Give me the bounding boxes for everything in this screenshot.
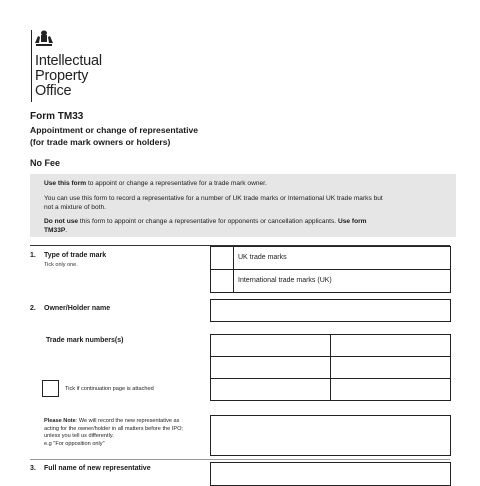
info-paragraph-2: You can use this form to record a representative for a number of UK trade marks or International UK trade marks but not a mixture of both. bbox=[44, 195, 383, 211]
trade-mark-number-field-4[interactable] bbox=[330, 356, 451, 379]
info-paragraph-3: Do not use this form to appoint or change a representative for opponents or cancellation applicants. Use form TM33P. bbox=[44, 218, 367, 234]
trade-mark-number-field-2[interactable] bbox=[330, 334, 451, 357]
trade-mark-numbers-label: Trade mark numbers(s) bbox=[46, 337, 124, 344]
logo-text-line-1: Intellectual bbox=[35, 53, 102, 69]
fee-label: No Fee bbox=[30, 158, 61, 168]
uk-trade-marks-label: UK trade marks bbox=[238, 254, 287, 261]
trade-mark-number-field-5[interactable] bbox=[210, 378, 331, 401]
info-paragraph-1: Use this form to appoint or change a representative for a trade mark owner. bbox=[44, 180, 267, 187]
royal-coat-of-arms-icon bbox=[33, 29, 55, 47]
logo-text-line-3: Office bbox=[35, 83, 72, 99]
q1-hint: Tick only one. bbox=[44, 262, 78, 268]
logo-text-line-2: Property bbox=[35, 68, 89, 84]
representative-note: Please Note: We will record the new representative as acting for the owner/holder in all matters before the IPO; unless you tell us differently. e.g "For opposition only" bbox=[44, 418, 183, 447]
new-representative-name-field[interactable] bbox=[210, 462, 451, 486]
q3-number: 3. bbox=[30, 465, 36, 472]
international-trade-marks-checkbox[interactable] bbox=[210, 269, 234, 293]
uk-trade-marks-option[interactable] bbox=[233, 246, 451, 270]
trade-mark-number-field-6[interactable] bbox=[330, 378, 451, 401]
logo-divider bbox=[31, 30, 32, 102]
form-number: Form TM33 bbox=[30, 111, 84, 122]
form-subtitle-line-2: (for trade mark owners or holders) bbox=[30, 137, 171, 147]
trade-mark-number-field-3[interactable] bbox=[210, 356, 331, 379]
uk-trade-marks-checkbox[interactable] bbox=[210, 246, 234, 270]
q3-label: Full name of new representative bbox=[44, 465, 151, 472]
continuation-page-label: Tick if continuation page is attached bbox=[65, 386, 154, 392]
international-trade-marks-label: International trade marks (UK) bbox=[238, 277, 332, 284]
trade-mark-number-field-1[interactable] bbox=[210, 334, 331, 357]
section-divider-2 bbox=[30, 459, 450, 460]
international-trade-marks-option[interactable] bbox=[233, 269, 451, 293]
owner-holder-name-field[interactable] bbox=[210, 299, 451, 322]
representative-scope-field[interactable] bbox=[210, 415, 451, 456]
continuation-page-checkbox[interactable] bbox=[42, 380, 59, 397]
q2-label: Owner/Holder name bbox=[44, 305, 111, 312]
q1-number: 1. bbox=[30, 252, 36, 259]
form-subtitle-line-1: Appointment or change of representative bbox=[30, 125, 199, 135]
q2-number: 2. bbox=[30, 305, 36, 312]
q1-label: Type of trade mark bbox=[44, 252, 107, 259]
